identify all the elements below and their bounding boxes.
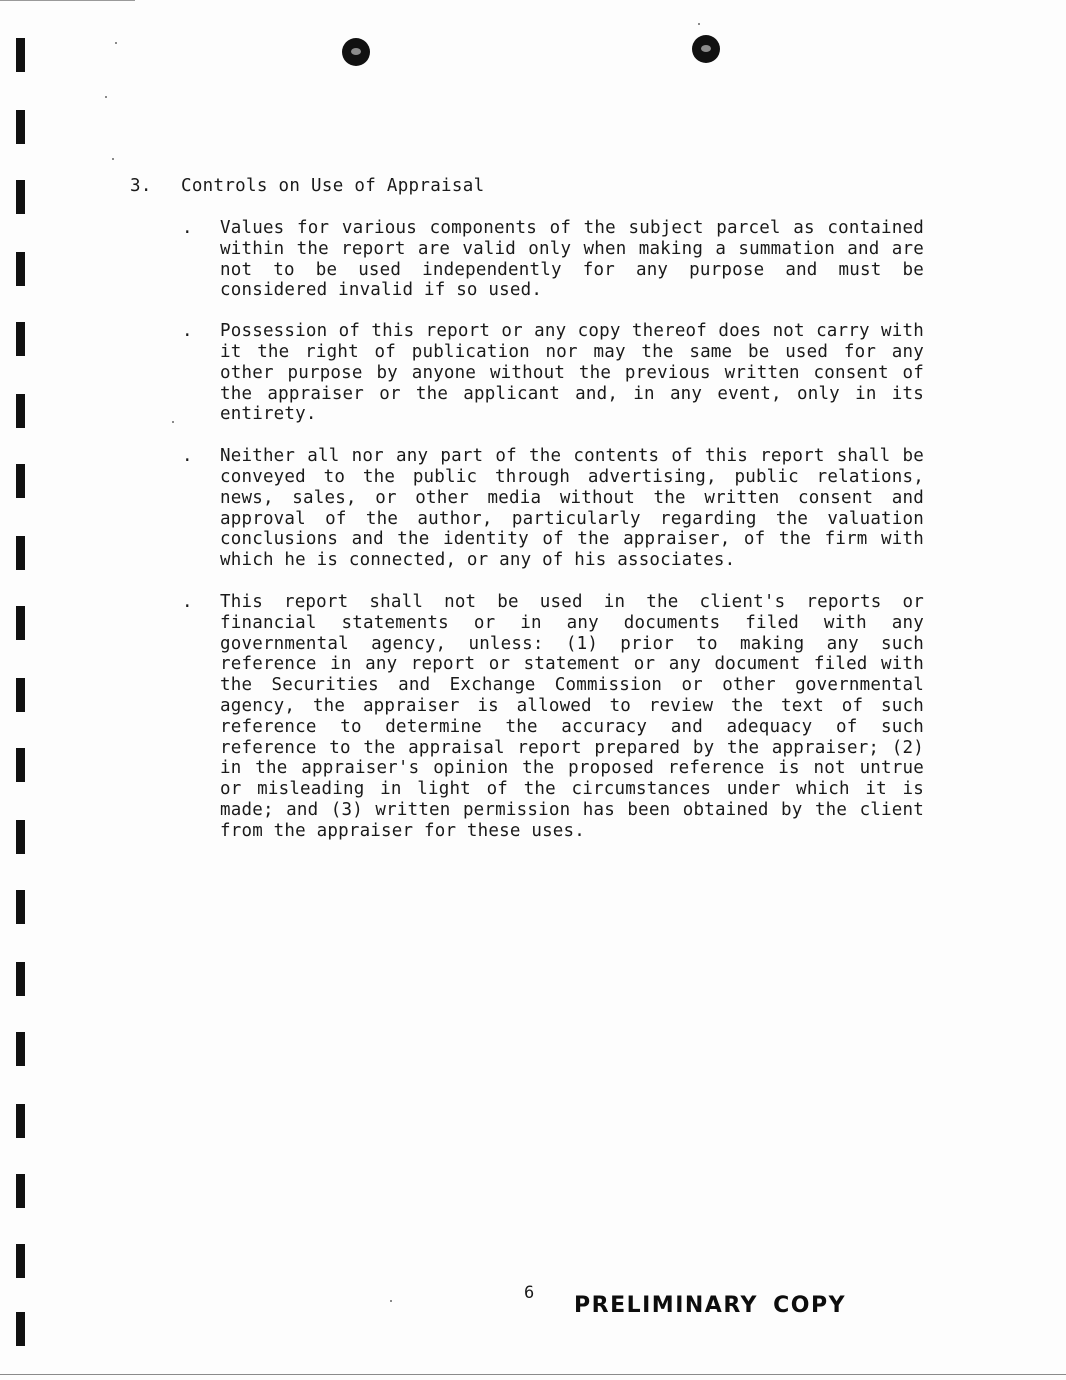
- preliminary-copy-stamp: PRELIMINARY COPY: [574, 1293, 847, 1318]
- binder-mark: [16, 1244, 25, 1278]
- scan-speck: [698, 23, 700, 25]
- binder-mark: [16, 606, 25, 640]
- binder-mark: [16, 1312, 25, 1346]
- binder-mark: [16, 110, 25, 144]
- scan-speck: [390, 1300, 392, 1302]
- list-item: [182, 218, 924, 301]
- list-item: [182, 321, 924, 425]
- section-heading: [130, 174, 930, 198]
- punch-hole: [692, 35, 720, 63]
- page-number: 6: [524, 1283, 535, 1303]
- binder-mark: [16, 464, 25, 498]
- binder-mark: [16, 38, 25, 72]
- binder-mark: [16, 678, 25, 712]
- binder-mark: [16, 1032, 25, 1066]
- binder-mark: [16, 1104, 25, 1138]
- scan-speck: [115, 42, 117, 44]
- binder-mark: [16, 536, 25, 570]
- binder-mark: [16, 890, 25, 924]
- binder-mark: [16, 180, 25, 214]
- binder-mark: [16, 748, 25, 782]
- bullet-icon: .: [182, 321, 193, 342]
- scan-speck: [112, 158, 114, 160]
- section-number: 3.: [130, 176, 152, 196]
- list-item-text: Possession of this report or any copy thereof does not carry with it the right of publication nor may the same be used for any other purpose by anyone without the previous written consent of the appraiser or the applicant and, in any event, only in its entirety.: [220, 321, 924, 425]
- scan-speck: [105, 96, 107, 98]
- list-item: [182, 591, 924, 842]
- list-item-text: This report shall not be used in the client's reports or financial statements or in any documents filed with any governmental agency, unless: (1) prior to making any such reference in any report or statement or any document filed with the Securities and Exchange Commission or other governmental agency, the appraiser is allowed to review the text of such reference to determine the accuracy and adequacy of such reference to the appraisal report prepared by the appraiser; (2) in the appraiser's opinion the proposed reference is not untrue or misleading in light of the circumstances under which it is made; and (3) written permission has been obtained by the client from the appraiser for these uses.: [220, 591, 924, 841]
- bullet-icon: .: [182, 218, 193, 238]
- list-item: [182, 446, 924, 571]
- bottom-edge-line: [0, 1374, 1066, 1375]
- binder-mark: [16, 1174, 25, 1208]
- binder-mark: [16, 962, 25, 996]
- punch-hole: [342, 38, 370, 66]
- list-item-text: Neither all nor any part of the contents of this report shall be conveyed to the public through advertising, public relations, news, sales, or other media without the written consent and approval of the author, particularly regarding the valuation conclusions and the identity of the appraiser, of the firm with which he is connected, or any of his associates.: [220, 446, 924, 571]
- bullet-icon: .: [182, 446, 193, 467]
- section-title: Controls on Use of Appraisal: [181, 176, 485, 196]
- appraisal-controls-section: [130, 174, 930, 842]
- binder-mark: [16, 394, 25, 428]
- bullet-icon: .: [182, 591, 193, 612]
- list-item-text: Values for various components of the subject parcel as contained within the report are valid only when making a summation and are not to be used independently for any purpose and must be considered invalid if so used.: [220, 218, 924, 301]
- binder-mark: [16, 252, 25, 286]
- top-edge-line: [0, 0, 135, 1]
- binder-mark: [16, 820, 25, 854]
- binder-mark: [16, 322, 25, 356]
